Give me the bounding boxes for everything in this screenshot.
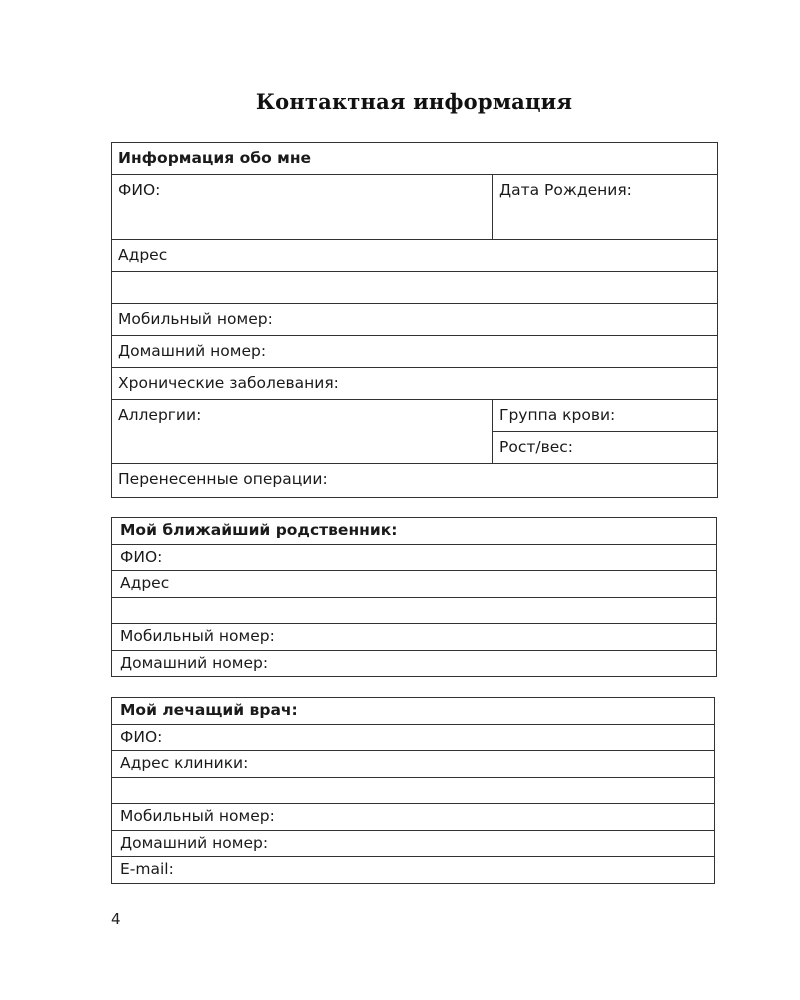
table-row — [112, 544, 717, 571]
doctor-home-phone-field[interactable]: Домашний номер: — [112, 830, 715, 857]
allergies-field[interactable]: Аллергии: — [112, 400, 493, 464]
table-row — [112, 624, 717, 651]
table-row — [112, 751, 715, 778]
next-of-kin-table — [111, 517, 717, 677]
home-phone-field[interactable]: Домашний номер: — [112, 336, 718, 368]
kin-address-field[interactable]: Адрес — [112, 571, 717, 598]
table-row — [112, 175, 718, 240]
table-row — [112, 272, 718, 304]
surgeries-field[interactable]: Перенесенные операции: — [112, 464, 718, 498]
table-row — [112, 464, 718, 498]
table-row — [112, 804, 715, 831]
kin-full-name-field[interactable]: ФИО: — [112, 544, 717, 571]
about-me-header: Информация обо мне — [112, 143, 718, 175]
table-row — [112, 597, 717, 624]
page-title: Контактная информация — [255, 89, 573, 114]
page-number: 4 — [111, 910, 121, 928]
about-me-table — [111, 142, 718, 498]
doctor-table — [111, 697, 715, 884]
table-row — [112, 304, 718, 336]
table-row — [112, 240, 718, 272]
doctor-header: Мой лечащий врач: — [112, 698, 715, 725]
doctor-mobile-field[interactable]: Мобильный номер: — [112, 804, 715, 831]
mobile-number-field[interactable]: Мобильный номер: — [112, 304, 718, 336]
address-field[interactable]: Адрес — [112, 240, 718, 272]
table-row — [112, 143, 718, 175]
table-row — [112, 400, 718, 432]
address-field-continued[interactable] — [112, 272, 718, 304]
table-row — [112, 368, 718, 400]
table-row — [112, 336, 718, 368]
table-row — [112, 698, 715, 725]
clinic-address-field[interactable]: Адрес клиники: — [112, 751, 715, 778]
full-name-field[interactable]: ФИО: — [112, 175, 493, 240]
kin-home-phone-field[interactable]: Домашний номер: — [112, 650, 717, 677]
table-row — [112, 777, 715, 804]
kin-mobile-field[interactable]: Мобильный номер: — [112, 624, 717, 651]
kin-address-field-continued[interactable] — [112, 597, 717, 624]
clinic-address-field-continued[interactable] — [112, 777, 715, 804]
table-row — [112, 830, 715, 857]
doctor-email-field[interactable]: E-mail: — [112, 857, 715, 884]
birth-date-field[interactable]: Дата Рождения: — [493, 175, 718, 240]
height-weight-field[interactable]: Рост/вес: — [493, 432, 718, 464]
blood-group-field[interactable]: Группа крови: — [493, 400, 718, 432]
table-row — [112, 724, 715, 751]
doctor-full-name-field[interactable]: ФИО: — [112, 724, 715, 751]
next-of-kin-header: Мой ближайший родственник: — [112, 518, 717, 545]
table-row — [112, 571, 717, 598]
table-row — [112, 650, 717, 677]
table-row — [112, 857, 715, 884]
chronic-diseases-field[interactable]: Хронические заболевания: — [112, 368, 718, 400]
table-row — [112, 518, 717, 545]
